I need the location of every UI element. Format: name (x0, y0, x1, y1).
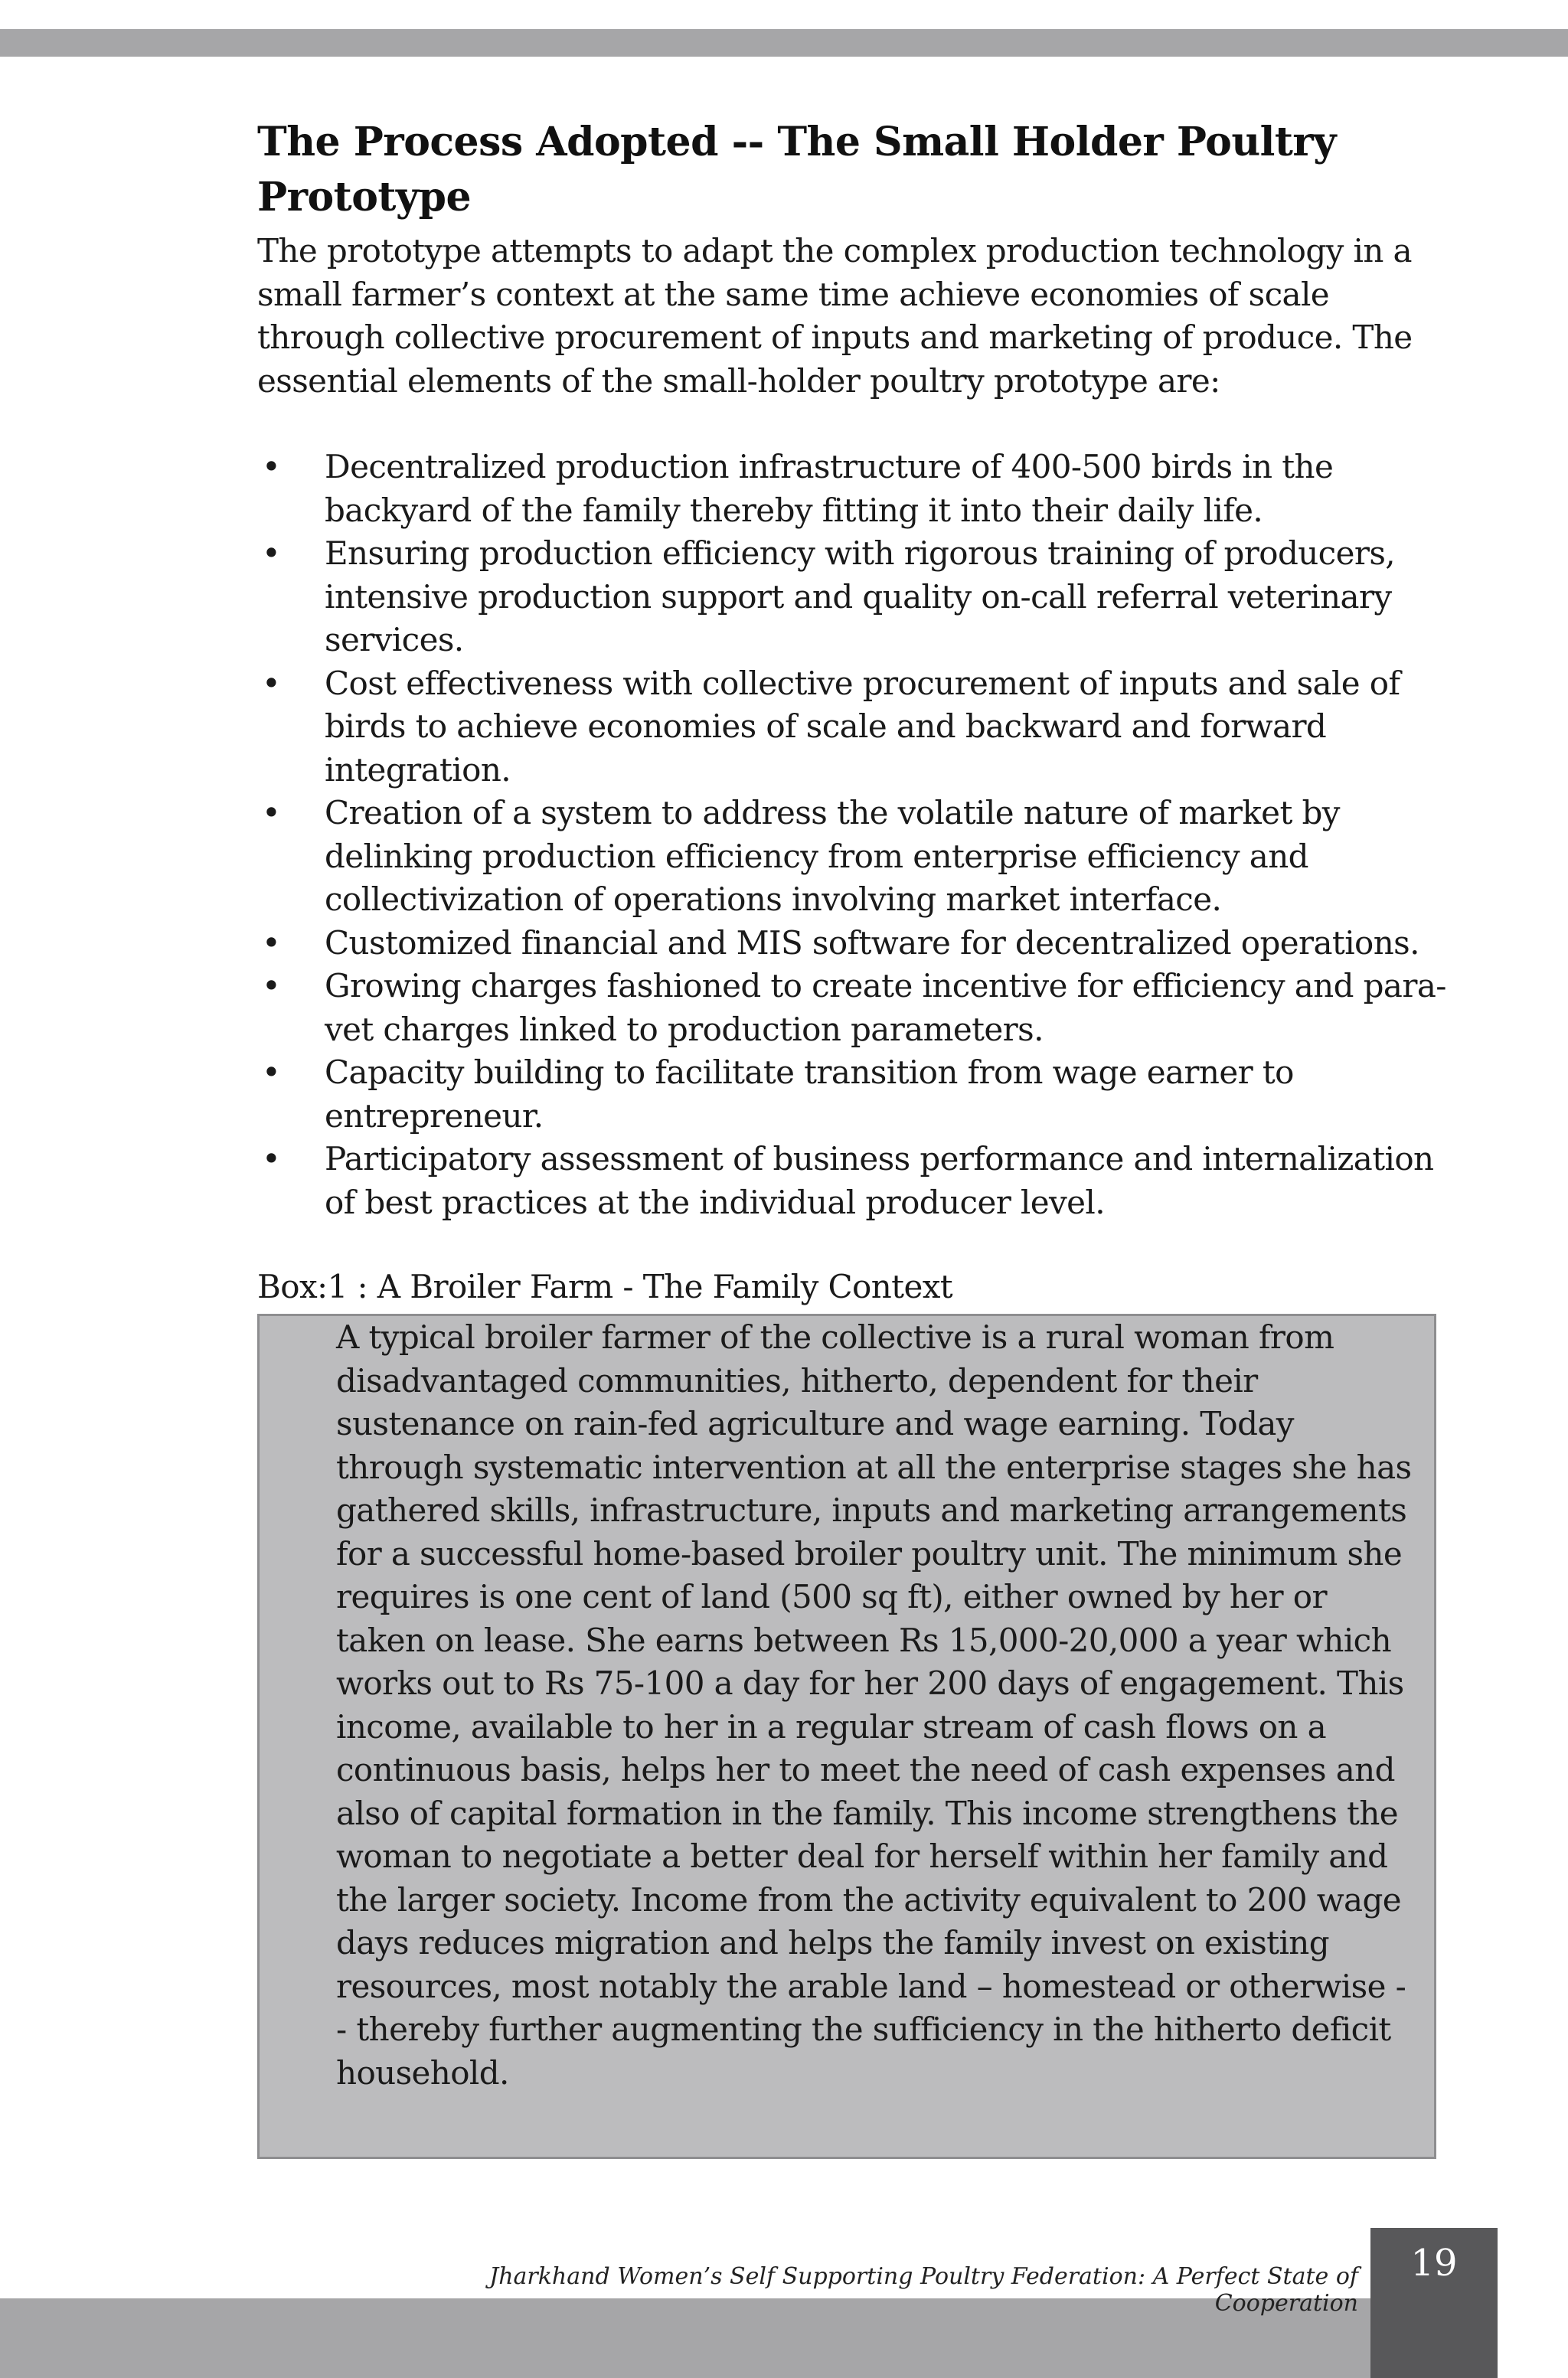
footer-publication-title: Jharkhand Women’s Self Supporting Poultry Federation: A Perfect State of Cooperation (489, 2263, 1358, 2317)
bullet-icon: • (262, 534, 281, 572)
bullet-icon: • (262, 794, 281, 831)
page-number-tab (1370, 2228, 1498, 2378)
box-caption: Box:1 : A Broiler Farm - The Family Context (257, 1268, 953, 1305)
family-context-box (257, 1314, 1436, 2159)
top-band (0, 29, 1568, 57)
list-item: • Cost effectiveness with collective procurement of inputs and sale of birds to achieve economies of scale and backward and forward integration. (257, 662, 1449, 792)
page-number: 19 (1410, 2242, 1458, 2285)
list-item: • Decentralized production infrastructure of 400-500 birds in the backyard of the family thereby fitting it into their daily life. (257, 446, 1449, 532)
bullet-icon: • (262, 967, 281, 1004)
list-item: • Participatory assessment of business performance and internalization of best practices at the individual producer level. (257, 1138, 1449, 1224)
bullet-icon: • (262, 1140, 281, 1178)
list-item: • Capacity building to facilitate transition from wage earner to entrepreneur. (257, 1051, 1449, 1138)
elements-list (257, 446, 1449, 1224)
section-title: The Process Adopted -- The Small Holder Poultry Prototype (257, 119, 1337, 220)
list-item: • Creation of a system to address the volatile nature of market by delinking production efficiency from enterprise efficiency and collectivization of operations involving market interface. (257, 792, 1449, 922)
box-body-text: A typical broiler farmer of the collective is a rural woman from disadvantaged communities, hitherto, dependent for their sustenance on rain-fed agriculture and wage earning. Today through systematic intervention at all the enterprise stages she has gathered skills, infrastructure, inputs and marketing arrangements for a successful home-based broiler poultry unit. The minimum she requires is one cent of land (500 sq ft), either owned by her or taken on lease. She earns between Rs 15,000-20,000 a year which works out to Rs 75-100 a day for her 200 days of engagement. This income, available to her in a regular stream of cash flows on a continuous basis, helps her to meet the need of cash expenses and also of capital formation in the family. This income strengthens the woman to negotiate a better deal for herself within her family and the larger society. Income from the activity equivalent to 200 wage days reduces migration and helps the family invest on existing resources, most notably the arable land – homestead or otherwise -- thereby further augmenting the sufficiency in the hitherto deficit household. (336, 1318, 1412, 2092)
bullet-icon: • (262, 664, 281, 702)
list-item: • Growing charges fashioned to create incentive for efficiency and para-vet charges linked to production parameters. (257, 965, 1449, 1051)
intro-paragraph: The prototype attempts to adapt the complex production technology in a small farmer’s context at the same time achieve economies of scale through collective procurement of inputs and marketing of produce. The essential elements of the small-holder poultry prototype are: (257, 232, 1413, 400)
page-content (257, 115, 1449, 1308)
bullet-icon: • (262, 923, 281, 962)
list-item: • Customized financial and MIS software for decentralized operations. (257, 922, 1449, 965)
bullet-icon: • (262, 448, 281, 485)
bullet-icon: • (262, 1053, 281, 1091)
list-item: • Ensuring production efficiency with rigorous training of producers, intensive production support and quality on-call referral veterinary services. (257, 532, 1449, 662)
